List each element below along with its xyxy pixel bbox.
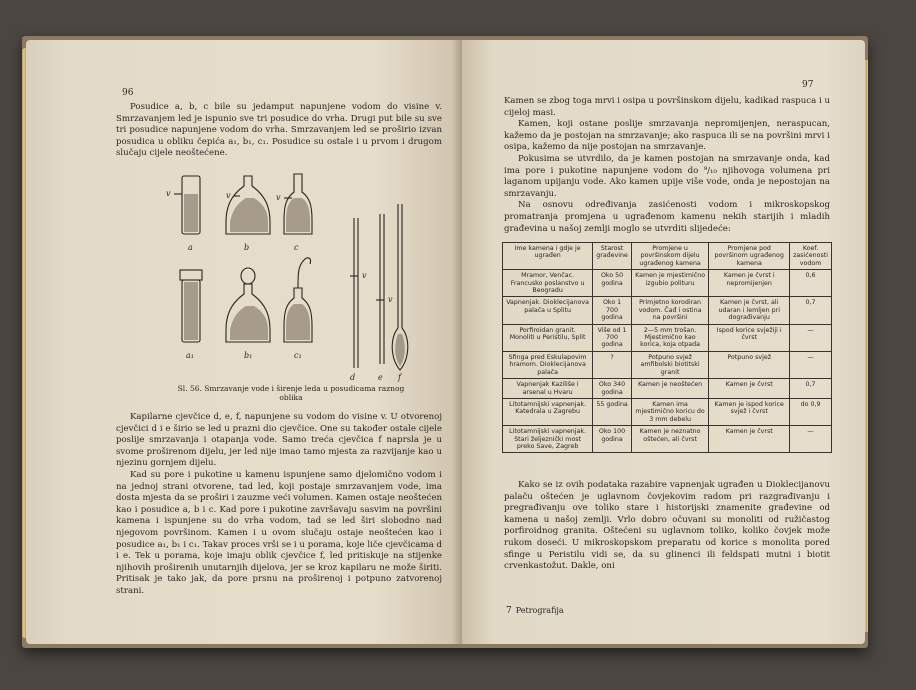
- level-mark-b: v: [226, 191, 231, 200]
- left-page-number: 96: [122, 88, 134, 98]
- paragraph: Kako se iz ovih podataka razabire vapnenjak ugrađen u Dioklecijanovu palaču oštećen je uglavnom čovjekovim radom pri razgrađivanju i pregrađivanju ove toliko stare i historijski znamenite građevine od kamena u našoj zemlji. Vrlo dobro očuvani su monoliti od ružičastog porfiroidnog granita. Oštećeni su uglavnom toliko, koliko čovjek može rukom doseći. U mikroskopskom preparatu od korice s monolita pored sfinge u Peristilu vidi se, da su glinenci ili feldspati mutni i biotit crvenkastožut. Dakle, oni: [504, 480, 830, 572]
- level-mark-e: v: [388, 295, 393, 304]
- paragraph: Kapilarne cjevčice d, e, f, napunjene su vodom do visine v. U otvorenoj cjevčici d i e širio se led u prazni dio cjevčice. One su također ostale cijele poslije smrzavanja i otapanja vode. Samo treća cjevčica f naprsla je u svome proširenom dijelu, jer led nije imao tamo mjesta za razvijanje kao u njezinu gornjem dijelu.: [116, 412, 442, 469]
- table-row: [503, 351, 832, 378]
- left-bottom-text: [116, 412, 442, 598]
- table-cell: Kamen je mjestimično izgubio polituru: [631, 270, 708, 297]
- table-cell: do 0,9: [790, 398, 832, 425]
- level-mark-a: v: [166, 189, 171, 198]
- label-a1: a₁: [186, 351, 194, 360]
- table-row: [503, 297, 832, 324]
- table-row: [503, 379, 832, 399]
- table-row: [503, 324, 832, 351]
- table-cell: Potpuno svjež amfibolski biotitski granit: [631, 351, 708, 378]
- signature-mark: [506, 606, 564, 616]
- table-cell: —: [790, 324, 832, 351]
- table-cell: Potpuno svjež: [709, 351, 790, 378]
- signature-number: 7: [506, 606, 512, 616]
- right-page-number: 97: [802, 80, 814, 90]
- paragraph: Kamen, koji ostane poslije smrzavanja nepromijenjen, neraspucan, kažemo da je postojan na smrzavanje; ako raspuca ili se na površini mrvi i osipa, kažemo da nije postojan na smrzavanje.: [504, 119, 830, 153]
- right-bottom-text: [504, 480, 830, 573]
- label-c: c: [294, 243, 299, 252]
- table-cell: Vapnenjak Kaziliše i arsenal u Hvaru: [503, 379, 593, 399]
- label-c1: c₁: [294, 351, 302, 360]
- table-cell: Kamen ima mjestimično koricu do 3 mm debelu: [631, 398, 708, 425]
- paragraph: Posudice a, b, c bile su jedamput napunjene vodom do visine v. Smrzavanjem led je ispunio sve tri posudice do vrha. Drugi put bile su sve tri posudice napunjene vodom do vrha. Smrzavanjem led se proširio izvan posudica u obliku čepića a₁, b₁, c₁. Posudice su ostale i u prvom i drugom slučaju cijele neoštećene.: [116, 102, 442, 159]
- paragraph: Na osnovu određivanja zasićenosti vodom i mikroskopskog promatranja promjena u ugrađenom kamenu nekih starijih i mladih građevina u našoj zemlji moglo se utvrditi slijedeće:: [504, 200, 830, 234]
- plug-a1: [180, 270, 202, 280]
- table-header: Promjene pod površinom ugrađenog kamena: [709, 243, 790, 270]
- table-cell: 0,7: [790, 297, 832, 324]
- table-cell: Kamen je ispod korice svjež i čvrst: [709, 398, 790, 425]
- table-row: [503, 426, 832, 453]
- label-e: e: [378, 373, 383, 382]
- stone-table: [502, 242, 832, 453]
- label-b: b: [244, 243, 250, 252]
- left-page: [26, 40, 462, 644]
- table-cell: ?: [593, 351, 632, 378]
- table-header: Koef. zasićenosti vodom: [790, 243, 832, 270]
- table-row: [503, 398, 832, 425]
- paragraph: Kad su pore i pukotine u kamenu ispunjene samo djelomično vodom i na jednoj strani otvorene, tad led, koji postaje smrzavanjem vode, ima dosta mjesta da se proširi i zauzme veći volumen. Kamen ostaje neoštećen kao i posudice a, b i c. Kad pore i pukotine završavaju sasvim na površini kamena i ispunjene su do vrha vodom, tad se led širi slobodno nad njegovom površinom. Kamen i u ovom slučaju ostaje neoštećen kao i posudice a₁, b₁ i c₁. Takav proces vrši se i u porama, koje liče cjevčicama d i e. Tek u porama, koje imaju oblik cjevčice f, led pritiskuje na stijenke njihovih proširenih unutarnjih dijelova, jer se kroz kapilaru ne može širiti. Pritisak je tako jak, da pore prsnu na proširenoj i potpuno zatvorenoj strani.: [116, 469, 442, 596]
- left-top-text: [116, 102, 442, 160]
- table-cell: Sfinga pred Eskulapovim hramom. Dioklecijanova palača: [503, 351, 593, 378]
- table-cell: 0,6: [790, 270, 832, 297]
- paragraph: Kamen se zbog toga mrvi i osipa u površinskom dijelu, kadikad raspuca i u cijeloj masi.: [504, 96, 830, 118]
- table-header-row: [503, 243, 832, 270]
- label-b1: b₁: [244, 351, 253, 360]
- label-d: d: [350, 373, 356, 382]
- table-cell: Više od 1 700 godina: [593, 324, 632, 351]
- table-cell: Oko 1 700 godina: [593, 297, 632, 324]
- figure-caption: Sl. 56. Smrzavanje vode i širenje leda u posudicama raznog oblika: [177, 384, 405, 402]
- table-cell: —: [790, 426, 832, 453]
- table-cell: 0,7: [790, 379, 832, 399]
- level-mark-d: v: [362, 271, 367, 280]
- table-header: Promjene u površinskom dijelu ugrađenog kamena: [631, 243, 708, 270]
- plug-b1: [241, 268, 255, 284]
- level-mark-c: v: [276, 193, 281, 202]
- table-cell: Primjetno korodiran vodom. Čađ i ostina na površini: [631, 297, 708, 324]
- table-cell: Oko 50 godina: [593, 270, 632, 297]
- paragraph: Pokusima se utvrdilo, da je kamen postojan na smrzavanje onda, kad ima pore i pukotine napunjene vodom do ⁹/₁₀ njihovoga volumena pri laganom upijanju vode. Ako kamen upije više vode, onda je nepostojan na smrzavanju.: [504, 153, 830, 199]
- table-cell: Litotamnijski vapnenjak. Katedrala u Zagrebu: [503, 398, 593, 425]
- table-row: [503, 270, 832, 297]
- right-top-text: [504, 96, 830, 235]
- table-cell: Ispod korice svježiji i čvrst: [709, 324, 790, 351]
- table-cell: Kamen je čvrst, ali udaran i lemljen pri dograđivanju: [709, 297, 790, 324]
- table-header: Ime kamena i gdje je ugrađen: [503, 243, 593, 270]
- table-cell: Litotamnijski vapnenjak. Stari željeznički most preko Save, Zagreb: [503, 426, 593, 453]
- table-cell: Oko 340 godina: [593, 379, 632, 399]
- table-cell: —: [790, 351, 832, 378]
- table-cell: Kamen je neoštećen: [631, 379, 708, 399]
- table-cell: Kamen je čvrst: [709, 379, 790, 399]
- signature-text: Petrografija: [515, 606, 564, 615]
- label-a: a: [188, 243, 193, 252]
- table-cell: Kamen je čvrst: [709, 426, 790, 453]
- label-f: f: [398, 373, 401, 382]
- table-cell: Kamen je čvrst i nepromijenjen: [709, 270, 790, 297]
- table-cell: 55 godina: [593, 398, 632, 425]
- table-cell: Porfiroidan granit. Monoliti u Peristilu, Split: [503, 324, 593, 351]
- figure-56: [144, 168, 434, 384]
- table-cell: Kamen je neznatno oštećen, ali čvrst: [631, 426, 708, 453]
- right-page: [462, 40, 865, 644]
- table-cell: Mramor, Venčac. Francusko poslanstvo u Beogradu: [503, 270, 593, 297]
- table-cell: Vapnenjak. Dioklecijanova palača u Splitu: [503, 297, 593, 324]
- table-header: Starost građevine: [593, 243, 632, 270]
- table-cell: Oko 100 godina: [593, 426, 632, 453]
- plug-c1: [298, 258, 311, 288]
- table-cell: 2—5 mm trošan. Mjestimično kao korica, koja otpada: [631, 324, 708, 351]
